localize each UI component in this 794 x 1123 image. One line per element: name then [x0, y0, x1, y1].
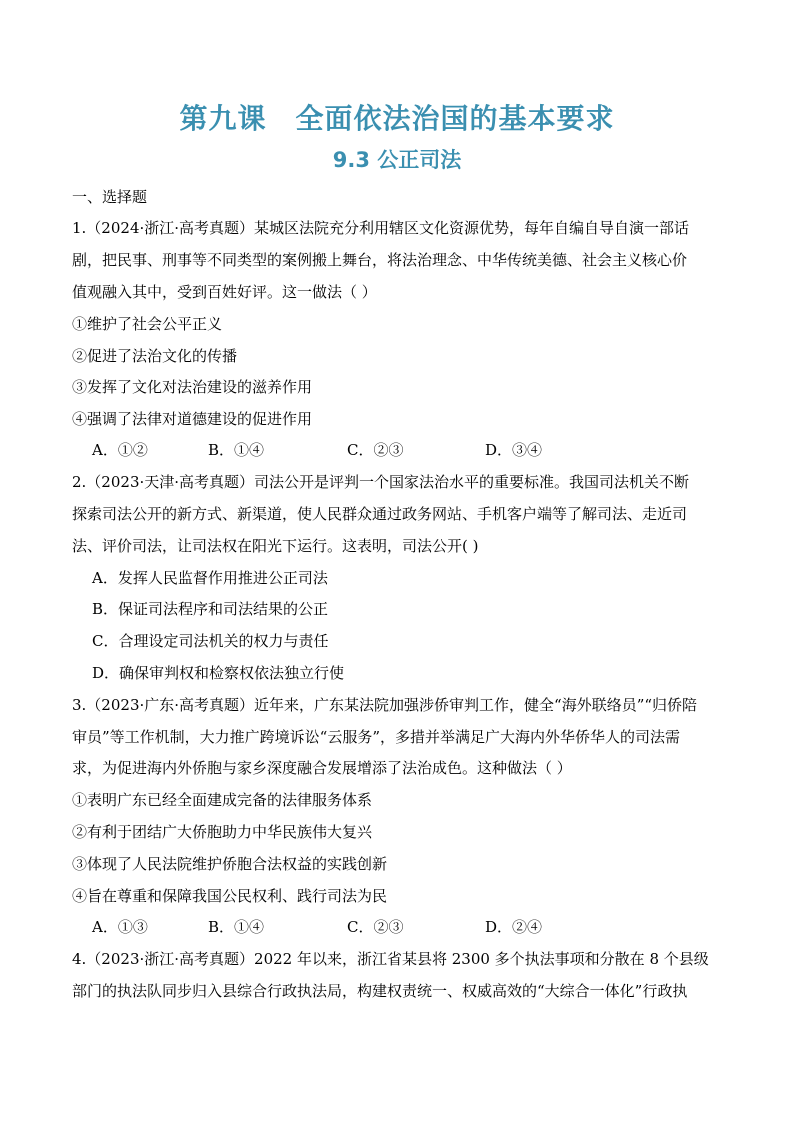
- q3-item-3: ③体现了人民法院维护侨胞合法权益的实践创新: [72, 855, 388, 873]
- q2-stem-line-1: 2.（2023·天津·高考真题）司法公开是评判一个国家法治水平的重要标准。我国司法机关不断: [72, 473, 690, 491]
- q3-option-a[interactable]: A．①③: [92, 918, 148, 936]
- q1-item-4: ④强调了法律对道德建设的促进作用: [72, 410, 313, 428]
- q2-option-c[interactable]: C．合理设定司法机关的权力与责任: [92, 632, 329, 650]
- q1-stem-line-2: 剧，把民事、刑事等不同类型的案例搬上舞台，将法治理念、中华传统美德、社会主义核心价: [72, 251, 688, 269]
- page-subtitle: 9.3 公正司法: [332, 148, 462, 172]
- q3-option-d[interactable]: D．②④: [485, 918, 543, 936]
- q2-stem-line-3: 法、评价司法，让司法权在阳光下运行。这表明，司法公开( ): [72, 537, 479, 555]
- q2-option-d[interactable]: D．确保审判权和检察权依法独立行使: [92, 664, 345, 682]
- q3-item-1: ①表明广东已经全面建成完备的法律服务体系: [72, 791, 373, 809]
- q4-stem-line-1: 4.（2023·浙江·高考真题）2022 年以来，浙江省某县将 2300 多个执法事项和分散在 8 个县级: [72, 950, 709, 968]
- section-heading: 一、选择题: [72, 188, 148, 206]
- q3-option-c[interactable]: C．②③: [347, 918, 404, 936]
- q1-option-d[interactable]: D．③④: [485, 441, 543, 459]
- q3-stem-line-2: 审员”等工作机制，大力推广跨境诉讼“云服务”，多措并举满足广大海内外华侨华人的司法需: [72, 728, 681, 746]
- q3-stem-line-1: 3.（2023·广东·高考真题）近年来，广东某法院加强涉侨审判工作，健全“海外联络员”“归侨陪: [72, 696, 698, 714]
- q1-stem-line-1: 1.（2024·浙江·高考真题）某城区法院充分利用辖区文化资源优势，每年自编自导自演一部话: [72, 219, 690, 237]
- q2-option-b[interactable]: B．保证司法程序和司法结果的公正: [92, 600, 329, 618]
- q3-item-2: ②有利于团结广大侨胞助力中华民族伟大复兴: [72, 823, 373, 841]
- page-title: 第九课 全面依法治国的基本要求: [179, 102, 615, 135]
- q3-option-b[interactable]: B．①④: [208, 918, 265, 936]
- q1-stem-line-3: 值观融入其中，受到百姓好评。这一做法（ ）: [72, 283, 377, 301]
- q1-item-2: ②促进了法治文化的传播: [72, 347, 238, 365]
- q2-stem-line-2: 探索司法公开的新方式、新渠道，使人民群众通过政务网站、手机客户端等了解司法、走近司: [72, 505, 688, 523]
- q1-option-b[interactable]: B．①④: [208, 441, 265, 459]
- q1-item-3: ③发挥了文化对法治建设的滋养作用: [72, 378, 313, 396]
- q1-option-a[interactable]: A．①②: [92, 441, 148, 459]
- q3-item-4: ④旨在尊重和保障我国公民权利、践行司法为民: [72, 887, 388, 905]
- q1-item-1: ①维护了社会公平正义: [72, 315, 223, 333]
- q1-option-c[interactable]: C．②③: [347, 441, 404, 459]
- q3-stem-line-3: 求，为促进海内外侨胞与家乡深度融合发展增添了法治成色。这种做法（ ）: [72, 759, 572, 777]
- q2-option-a[interactable]: A．发挥人民监督作用推进公正司法: [92, 569, 328, 587]
- q4-stem-line-2: 部门的执法队同步归入县综合行政执法局，构建权责统一、权威高效的“大综合一体化”行政执: [72, 982, 688, 1000]
